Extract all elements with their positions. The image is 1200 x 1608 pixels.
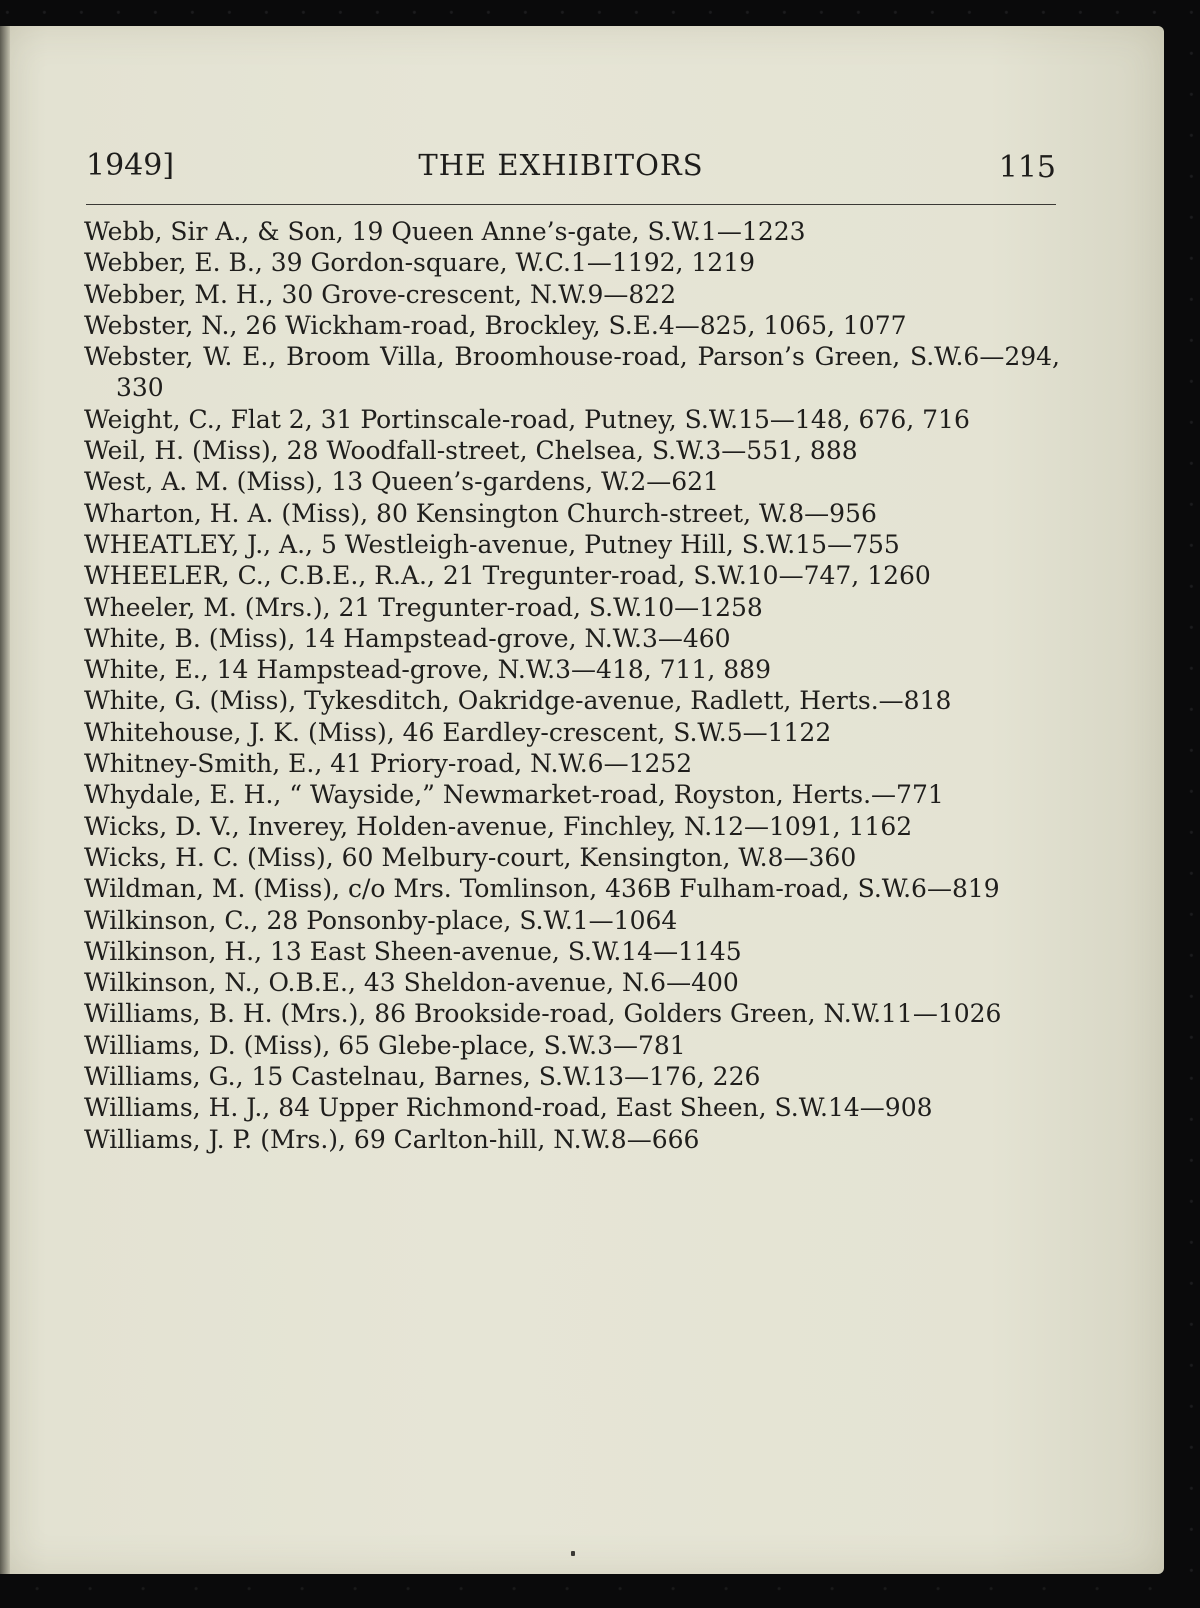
list-item: Wilkinson, C., 28 Ponsonby-place, S.W.1—1064 [84, 905, 678, 935]
list-item: White, E., 14 Hampstead-grove, N.W.3—418, 711, 889 [84, 655, 771, 685]
list-item: Webb, Sir A., & Son, 19 Queen Anne’s-gate, S.W.1—1223 [84, 217, 806, 246]
list-item: Webster, N., 26 Wickham-road, Brockley, S.E.4—825, 1065, 1077 [84, 310, 907, 340]
list-item: White, B. (Miss), 14 Hampstead-grove, N.W.3—460 [84, 623, 731, 653]
list-item: Wildman, M. (Miss), c/o Mrs. Tomlinson, 436B Fulham-road, S.W.6—819 [84, 874, 1000, 904]
list-item: Wilkinson, H., 13 East Sheen-avenue, S.W.14—1145 [84, 936, 742, 966]
list-item: Williams, D. (Miss), 65 Glebe-place, S.W.3—781 [84, 1030, 686, 1060]
page-header [86, 144, 1056, 192]
list-item: Webber, E. B., 39 Gordon-square, W.C.1—1192, 1219 [84, 248, 756, 278]
list-item: West, A. M. (Miss), 13 Queen’s-gardens, W.2—621 [84, 467, 719, 497]
list-item: Weight, C., Flat 2, 31 Portinscale-road, Putney, S.W.15—148, 676, 716 [84, 404, 970, 434]
list-item: Williams, B. H. (Mrs.), 86 Brookside-road, Golders Green, N.W.11—1026 [84, 999, 1002, 1029]
list-item: Williams, J. P. (Mrs.), 69 Carlton-hill, N.W.8—666 [84, 1124, 700, 1154]
list-item: Williams, H. J., 84 Upper Richmond-road, East Sheen, S.W.14—908 [84, 1093, 933, 1123]
page-title: THE EXHIBITORS [418, 148, 704, 182]
list-item: Whitehouse, J. K. (Miss), 46 Eardley-crescent, S.W.5—1122 [84, 717, 832, 747]
header-year: 1949] [86, 148, 175, 183]
list-item: WHEATLEY, J., A., 5 Westleigh-avenue, Putney Hill, S.W.15—755 [84, 529, 900, 559]
list-item: Wilkinson, N., O.B.E., 43 Sheldon-avenue, N.6—400 [84, 968, 739, 998]
print-mark [571, 1551, 575, 1556]
book-page [0, 26, 1164, 1574]
list-item: Wharton, H. A. (Miss), 80 Kensington Church-street, W.8—956 [84, 498, 877, 528]
exhibitor-list [84, 216, 1060, 1155]
list-item: WHEELER, C., C.B.E., R.A., 21 Tregunter-road, S.W.10—747, 1260 [84, 561, 931, 591]
list-item: Wicks, D. V., Inverey, Holden-avenue, Finchley, N.12—1091, 1162 [84, 811, 913, 841]
page-number: 115 [998, 150, 1056, 185]
list-item: Webster, W. E., Broom Villa, Broomhouse-road, Parson’s Green, S.W.6—294, 330 [84, 342, 1060, 403]
list-item: Weil, H. (Miss), 28 Woodfall-street, Chelsea, S.W.3—551, 888 [84, 436, 858, 466]
list-item: Webber, M. H., 30 Grove-crescent, N.W.9—822 [84, 279, 677, 309]
list-item: Wicks, H. C. (Miss), 60 Melbury-court, Kensington, W.8—360 [84, 842, 857, 872]
header-rule [86, 204, 1056, 205]
list-item: White, G. (Miss), Tykesditch, Oakridge-avenue, Radlett, Herts.—818 [84, 686, 952, 716]
list-item: Whydale, E. H., “ Wayside,” Newmarket-road, Royston, Herts.—771 [84, 780, 944, 810]
list-item: Whitney-Smith, E., 41 Priory-road, N.W.6—1252 [84, 749, 693, 779]
list-item: Wheeler, M. (Mrs.), 21 Tregunter-road, S.W.10—1258 [84, 592, 763, 622]
list-item: Williams, G., 15 Castelnau, Barnes, S.W.13—176, 226 [84, 1062, 761, 1092]
